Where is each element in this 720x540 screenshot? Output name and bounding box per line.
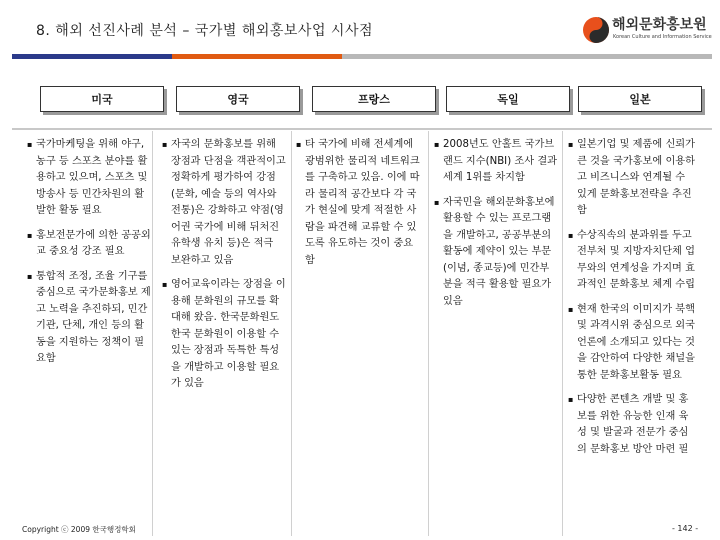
bullet-item: ▪ 일본기업 및 제품에 신뢰가 큰 것을 국가홍보에 이용하고 비즈니스와 연계될 수 있게 문화홍보전략을 추진함 bbox=[568, 137, 696, 220]
bullet-item: ▪ 국가마케팅을 위해 야구, 농구 등 스포츠 분야를 활용하고 있으며, 스포츠 및 방송사 등 민간차원의 활발한 활동 필요 bbox=[27, 137, 152, 220]
bullet-item: ▪ 현재 한국의 이미지가 북핵 및 과격시위 중심으로 외국언론에 소개되고 있다는 것을 감안하여 다양한 채널을 통한 문화홍보활동 필요 bbox=[568, 302, 696, 385]
column-france bbox=[296, 137, 422, 277]
bullet-item: ▪ 홍보전문가에 의한 공공외교 중요성 강조 필요 bbox=[27, 228, 152, 261]
page-title: 8. 해외 선진사례 분석 – 국가별 해외홍보사업 시사점 bbox=[36, 23, 373, 39]
divider bbox=[12, 128, 712, 130]
column-divider bbox=[291, 131, 292, 536]
column-uk bbox=[162, 137, 286, 401]
copyright: Copyright ⓒ 2009 한국행정학회 bbox=[22, 525, 136, 534]
header-france: 프랑스 bbox=[312, 86, 436, 112]
header-rule bbox=[12, 54, 712, 59]
column-divider bbox=[152, 131, 153, 536]
logo bbox=[582, 12, 712, 52]
header-japan: 일본 bbox=[578, 86, 702, 112]
column-japan bbox=[568, 137, 696, 466]
logo-subtitle: Korean Culture and Information Service bbox=[613, 34, 712, 40]
page-number: - 142 - bbox=[672, 524, 699, 533]
logo-mark-icon bbox=[582, 16, 610, 44]
column-usa bbox=[27, 137, 152, 376]
header-germany: 독일 bbox=[446, 86, 570, 112]
bullet-item: ▪ 자국의 문화홍보를 위해 장점과 단점을 객관적이고 정확하게 평가하여 강점(문화, 예술 등의 역사와 전통)은 강화하고 약점(영어권 국가에 비해 뒤처진 유학생 유치 등)은 적극 보완하고 있음 bbox=[162, 137, 286, 269]
column-germany bbox=[434, 137, 559, 318]
column-divider bbox=[562, 131, 563, 536]
column-divider bbox=[428, 131, 429, 536]
bullet-item: ▪ 2008년도 안홀트 국가브랜드 지수(NBI) 조사 결과 세계 1위를 차지함 bbox=[434, 137, 559, 187]
logo-name: 해외문화홍보원 bbox=[612, 17, 707, 33]
bullet-item: ▪ 통합적 조정, 조율 기구를 중심으로 국가문화홍보 제고 노력을 추진하되, 민간기관, 단체, 개인 등의 활동을 지원하는 정책이 필요함 bbox=[27, 269, 152, 368]
bullet-item: ▪ 영어교육이라는 장점을 이용해 문화원의 규모를 확대해 왔음. 한국문화원도 한국 문화원이 이용할 수 있는 장점과 독특한 특성을 개발하고 이용할 필요가 있음 bbox=[162, 277, 286, 393]
bullet-item: ▪ 타 국가에 비해 전세계에 광범위한 물리적 네트워크를 구축하고 있음. 이에 따라 물리적 공간보다 각 국가 현실에 맞게 적절한 사람을 파견해 교류할 수 있도록 유도하는 것이 중요함 bbox=[296, 137, 422, 269]
header-usa: 미국 bbox=[40, 86, 164, 112]
header-uk: 영국 bbox=[176, 86, 300, 112]
bullet-item: ▪ 다양한 콘텐츠 개발 및 홍보를 위한 유능한 인재 육성 및 발굴과 전문가 중심의 문화홍보 방안 마련 필 bbox=[568, 392, 696, 458]
bullet-item: ▪ 수상직속의 분과위를 두고 전부처 및 지방자치단체 업무와의 연계성을 가지며 효과적인 문화홍보 체계 수립 bbox=[568, 228, 696, 294]
bullet-item: ▪ 자국민을 해외문화홍보에 활용할 수 있는 프로그램을 개발하고, 공공부분의 활동에 제약이 있는 부문(이념, 종교등)에 민간부분을 적극 활용할 필요가 있음 bbox=[434, 195, 559, 311]
